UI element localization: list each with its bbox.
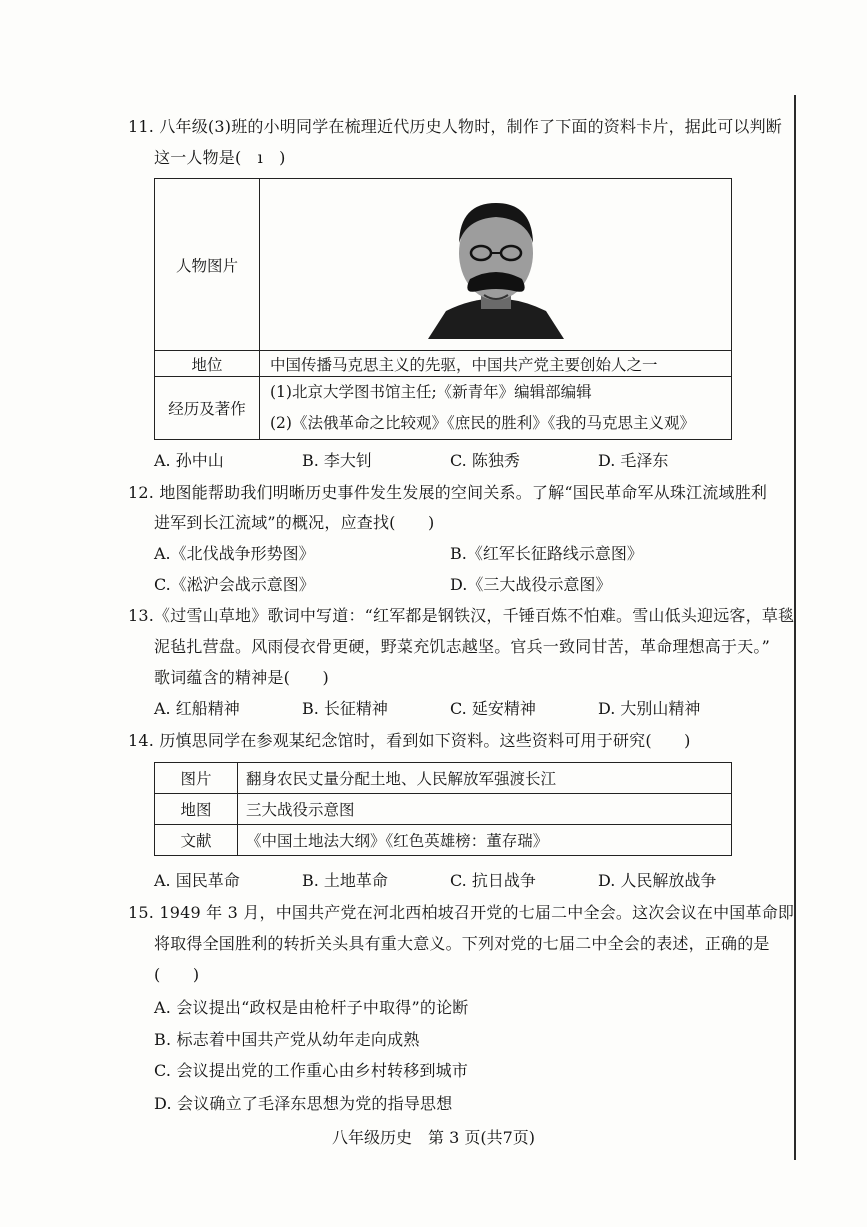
q11-stem-line1: 11. 八年级(3)班的小明同学在梳理近代历史人物时，制作了下面的资料卡片，据此可以判断 <box>128 117 782 136</box>
q12-option-b[interactable]: B.《红军长征路线示意图》 <box>450 544 643 563</box>
q15-stem-line1: 15. 1949 年 3 月，中国共产党在河北西柏坡召开党的七届二中全会。这次会议在中国革命即 <box>128 903 795 922</box>
card-works-item-1: (1)北京大学图书馆主任;《新青年》编辑部编辑 <box>270 383 592 401</box>
card-status-value: 中国传播马克思主义的先驱，中国共产党主要创始人之一 <box>260 351 732 377</box>
q15-option-d[interactable]: D. 会议确立了毛泽东思想为党的指导思想 <box>154 1094 453 1113</box>
q13-stem-line1: 13.《过雪山草地》歌词中写道：“红军都是钢铁汉，千锤百炼不怕难。雪山低头迎远客，草毯 <box>128 606 795 625</box>
q13-stem-line3: 歌词蕴含的精神是( ) <box>154 668 329 687</box>
portrait-image <box>426 191 566 339</box>
q11-info-card <box>154 178 732 440</box>
source-row-label: 图片 <box>155 763 238 794</box>
source-row-label: 地图 <box>155 794 238 825</box>
q11-option-d[interactable]: D. 毛泽东 <box>598 451 669 470</box>
card-photo-cell <box>260 179 732 351</box>
q11-option-a[interactable]: A. 孙中山 <box>154 451 224 470</box>
card-photo-label: 人物图片 <box>155 179 260 351</box>
q15-option-c[interactable]: C. 会议提出党的工作重心由乡村转移到城市 <box>154 1061 469 1080</box>
page-margin-rule <box>794 95 796 1160</box>
card-works-cell <box>260 377 732 440</box>
q14-option-c[interactable]: C. 抗日战争 <box>450 871 536 890</box>
q15-stem-line3: ( ) <box>154 965 200 984</box>
card-works-item-2: (2)《法俄革命之比较观》《庶民的胜利》《我的马克思主义观》 <box>270 414 695 432</box>
q13-option-d[interactable]: D. 大别山精神 <box>598 699 701 718</box>
source-row-value: 三大战役示意图 <box>238 794 732 825</box>
q14-option-b[interactable]: B. 土地革命 <box>302 871 388 890</box>
source-row-value: 翻身农民丈量分配土地、人民解放军强渡长江 <box>238 763 732 794</box>
q14-option-a[interactable]: A. 国民革命 <box>154 871 240 890</box>
q13-option-b[interactable]: B. 长征精神 <box>302 699 388 718</box>
q15-stem-line2: 将取得全国胜利的转折关头具有重大意义。下列对党的七届二中全会的表述，正确的是 <box>154 934 770 953</box>
q13-option-a[interactable]: A. 红船精神 <box>154 699 240 718</box>
q15-option-a[interactable]: A. 会议提出“政权是由枪杆子中取得”的论断 <box>154 998 469 1017</box>
source-row-label: 文献 <box>155 825 238 856</box>
q12-option-a[interactable]: A.《北伐战争形势图》 <box>154 544 315 563</box>
q12-option-c[interactable]: C.《淞沪会战示意图》 <box>154 575 315 594</box>
q12-stem-line2: 进军到长江流域”的概况，应查找( ) <box>154 513 435 532</box>
q11-stem-line2: 这一人物是( ı ) <box>154 148 286 167</box>
source-row-value: 《中国土地法大纲》《红色英雄榜：董存瑞》 <box>238 825 732 856</box>
q11-option-c[interactable]: C. 陈独秀 <box>450 451 520 470</box>
card-works-label: 经历及著作 <box>155 377 260 440</box>
q14-option-d[interactable]: D. 人民解放战争 <box>598 871 717 890</box>
q11-option-b[interactable]: B. 李大钊 <box>302 451 372 470</box>
q13-option-c[interactable]: C. 延安精神 <box>450 699 536 718</box>
q14-stem-line1: 14. 历慎思同学在参观某纪念馆时，看到如下资料。这些资料可用于研究( ) <box>128 731 691 750</box>
q15-option-b[interactable]: B. 标志着中国共产党从幼年走向成熟 <box>154 1030 420 1049</box>
card-status-label: 地位 <box>155 351 260 377</box>
q12-option-d[interactable]: D.《三大战役示意图》 <box>450 575 612 594</box>
q14-source-table <box>154 762 732 856</box>
page-footer: 八年级历史 第 3 页(共7页) <box>331 1128 536 1147</box>
q13-stem-line2: 泥毡扎营盘。风雨侵衣骨更硬，野菜充饥志越坚。官兵一致同甘苦，革命理想高于天。” <box>154 637 770 656</box>
q12-stem-line1: 12. 地图能帮助我们明晰历史事件发生发展的空间关系。了解“国民革命军从珠江流域胜利 <box>128 483 768 502</box>
